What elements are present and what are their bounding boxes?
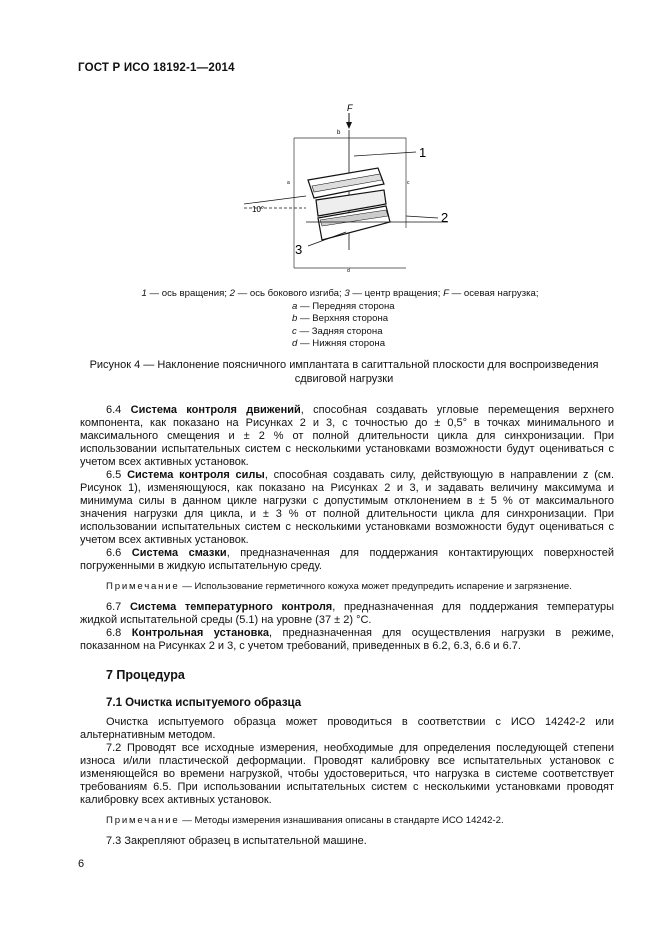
paragraph-6-6	[80, 547, 614, 573]
legend-key-f-text: — осевая нагрузка;	[448, 288, 539, 299]
angle-label: 10°	[252, 205, 265, 214]
callout-3: 3	[295, 242, 303, 257]
paragraph-7-3: 7.3 Закрепляют образец в испытательной машине.	[106, 835, 367, 847]
callout-1-leader	[354, 152, 416, 156]
b-label: b	[337, 130, 341, 136]
legend-side-c	[100, 326, 580, 339]
legend-key-3: 3	[344, 288, 350, 299]
document-header: ГОСТ Р ИСО 18192-1—2014	[78, 62, 235, 74]
legend-key-f: F	[443, 288, 449, 299]
callout-2-leader	[406, 216, 438, 218]
legend-side-c-text: — Задняя сторона	[296, 325, 383, 337]
force-arrow-head	[346, 122, 352, 129]
d-label: d	[347, 268, 350, 274]
p66-text: , предназначенная для поддержания контактирующих поверхностей погруженными в жидкую испытательную среду.	[80, 547, 615, 572]
note-2-text: — Методы измерения изнашивания описаны в стандарте ИСО 14242-2.	[179, 815, 504, 826]
section-7-1-heading: 7.1 Очистка испытуемого образца	[106, 697, 302, 709]
note-2-label: Примечание	[106, 815, 180, 826]
legend-side-b	[100, 313, 580, 326]
legend-side-a	[100, 301, 580, 314]
section-6-body	[80, 404, 614, 653]
page-number: 6	[78, 858, 85, 870]
p66-term: Система смазки	[131, 547, 227, 559]
p67-term: Система температурного контроля	[129, 601, 333, 613]
legend-side-b-letter: b	[292, 313, 298, 325]
section-7-heading: 7 Процедура	[106, 668, 185, 682]
a-label: a	[287, 180, 290, 186]
legend-side-c-letter: c	[292, 325, 297, 337]
p65-number: 6.5	[106, 469, 122, 481]
p68-number: 6.8	[106, 627, 122, 639]
figure-caption: Рисунок 4 — Наклонение поясничного имплантата в сагиттальной плоскости для воспроизведения сдвиговой нагрузки	[89, 359, 599, 385]
legend-side-d-letter: d	[292, 338, 298, 350]
force-label: F	[347, 103, 353, 113]
p68-term: Контрольная установка	[131, 627, 269, 639]
p66-number: 6.6	[106, 547, 122, 559]
p64-text: , способная создавать угловые перемещения верхнего компонента, как показано на Рисунках 2 и 3, с точностью до ± 0,5° в точках минимального и максимального смещения и ± 2 % от полной длительности цикла для синхронизации. При использовании испытательных систем с несколькими установками возможности будут оцениваться с учетом всех активных установок.	[80, 404, 614, 468]
p64-term: Система контроля движений	[130, 404, 301, 416]
paragraph-6-8	[80, 627, 614, 653]
legend-key-1-text: — ось вращения;	[146, 288, 230, 299]
legend-key-line	[100, 288, 580, 301]
p65-term: Система контроля силы	[127, 469, 265, 481]
legend-side-a-text: — Передняя сторона	[297, 300, 395, 312]
c-label: c	[407, 180, 410, 186]
figure-legend	[100, 288, 580, 351]
section-7-body	[80, 716, 614, 848]
paragraph-7-2: 7.2 Проводят все исходные измерения, необходимые для определения последующей степени износа и/или пластической деформации. Проводят калибровку все испытательных установок с изменяющейся во времени нагрузкой, чтобы удостовериться, что нагрузка в системе соответствует требованиям 6.5. При использовании испытательных систем с несколькими установками проводят калибровку всех активных установок.	[80, 742, 614, 806]
p68-text: , предназначенная для осуществления нагрузки в режиме, показанном на Рисунках 2 и 3, с учетом требований, приведенных в 6.2, 6.3, 6.6 и 6.7.	[80, 627, 614, 652]
paragraph-6-7	[80, 601, 614, 627]
legend-side-d-text: — Нижняя сторона	[297, 338, 386, 350]
p65-text: , способная создавать силу, действующую в направлении z (см. Рисунок 1), изменяющуюся, как показано на Рисунках 2 и 3, и задавать величину максимума и минимума силы в данном цикле нагрузки с допустимым отклонением в ± 5 % от максимального значения нагрузки для цикла, и ± 3 % от полной длительности цикла для синхронизации. При использовании испытательных систем с несколькими установками возможности будут оцениваться с учетом всех активных установок.	[80, 469, 614, 546]
legend-key-2: 2	[229, 288, 235, 299]
legend-side-d	[100, 338, 580, 351]
legend-key-2-text: — ось бокового изгиба;	[234, 288, 345, 299]
note-1	[80, 581, 614, 593]
callout-2: 2	[441, 210, 449, 225]
legend-key-1: 1	[141, 288, 147, 299]
figure-4-drawing	[236, 100, 456, 280]
note-1-label: Примечание	[106, 581, 180, 592]
p67-number: 6.7	[106, 601, 122, 613]
legend-side-b-text: — Верхняя сторона	[297, 313, 389, 325]
note-1-text: — Использование герметичного кожуха может предупредить испарение и загрязнение.	[179, 581, 572, 592]
paragraph-7-1: Очистка испытуемого образца может проводиться в соответствии с ИСО 14242-2 или альтернативным методом.	[80, 716, 614, 741]
paragraph-6-4	[80, 404, 614, 469]
note-2	[80, 815, 614, 827]
p67-text: , предназначенная для поддержания температуры жидкой испытательной среды (5.1) на уровне (37 ± 2) °С.	[80, 601, 615, 626]
legend-key-3-text: — центр вращения;	[349, 288, 444, 299]
legend-side-a-letter: a	[292, 300, 298, 312]
paragraph-6-5	[80, 469, 614, 547]
callout-1: 1	[419, 145, 427, 160]
angle-tilt-line	[244, 196, 306, 204]
p64-number: 6.4	[106, 404, 122, 416]
